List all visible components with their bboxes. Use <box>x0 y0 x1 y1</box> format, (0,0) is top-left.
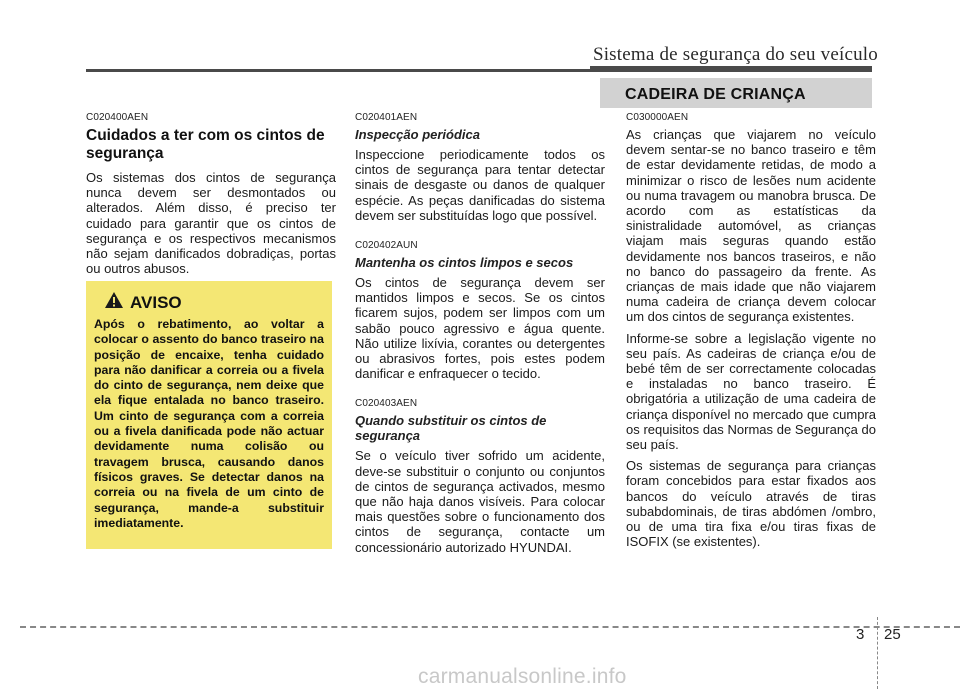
page-number: 25 <box>884 626 901 643</box>
section-heading: Mantenha os cintos limpos e secos <box>355 255 574 271</box>
watermark: carmanualsonline.info <box>418 665 627 688</box>
left-column <box>86 112 336 293</box>
section-code: C020402AUN <box>355 240 418 252</box>
middle-column <box>355 112 605 572</box>
right-column <box>626 112 876 555</box>
header-rule-accent <box>590 66 872 72</box>
page-header-title: Sistema de segurança do seu veículo <box>592 44 878 65</box>
section-code: C030000AEN <box>626 112 689 123</box>
warning-header <box>104 291 324 314</box>
section-heading: Cuidados a ter com os cintos de segurança <box>86 127 325 162</box>
section-body: Os cintos de segurança devem ser mantidos limpos e secos. Se os cintos ficarem sujos, podem ser limpos com um sabão pouco agressivo e água quente. Não utilize lixívia, corantes ou detergentes ou abrasivos fortes, pois estes podem danificar e enfraquecer o tecido. <box>355 275 605 382</box>
footer-rule <box>20 626 960 628</box>
section-code: C020400AEN <box>86 112 149 123</box>
section-title: CADEIRA DE CRIANÇA <box>625 86 806 103</box>
warning-text: Após o rebatimento, ao voltar a colocar o assento do banco traseiro na posição de encaixe, tenha cuidado para não danificar a correia ou a fivela do cinto de segurança, nem deixe que ela fique entalada no banco traseiro. Um cinto de segurança com a correia ou a fivela danificada pode não actuar devidamente numa colisão ou travagem brusca, causando danos físicos graves. Se detectar danos na correia ou na fivela de um cinto de segurança, mande-a substituir imediatamente. <box>94 317 324 530</box>
paragraph: As crianças que viajarem no veículo devem sentar-se no banco traseiro e têm de estar devidamente retidas, de modo a minimizar o risco de lesões num acidente ou numa travagem ou manobra brusca. De acordo com as estatísticas da sinistralidade automóvel, as crianças viajam mais seguras quando estão devidamente nos bancos traseiros, e não no banco do passageiro da frente. As crianças de mais idade que não viajarem numa cadeira de criança devem colocar um dos cintos de segurança existentes. <box>626 127 876 325</box>
section-body: Inspeccione periodicamente todos os cintos de segurança para tentar detectar sinais de desgaste ou danos de qualquer espécie. As peças danificadas do sistema devem ser substituídas logo que possível. <box>355 147 605 223</box>
section-code: C020401AEN <box>355 112 418 123</box>
warning-title: AVISO <box>130 292 182 312</box>
section-body: Os sistemas dos cintos de segurança nunca devem ser desmontados ou alterados. Além disso, é preciso ter cuidado para garantir que os cintos de segurança e os respectivos mecanismos não sejam danificados dobradiças, portas ou outros abusos. <box>86 170 336 277</box>
section-code: C020403AEN <box>355 398 418 410</box>
section-heading: Inspecção periódica <box>355 127 480 142</box>
section-heading: Quando substituir os cintos de segurança <box>355 413 547 444</box>
chapter-number: 3 <box>856 626 865 643</box>
footer-divider <box>877 617 878 689</box>
section-body: Se o veículo tiver sofrido um acidente, deve-se substituir o conjunto ou conjuntos de cintos de segurança activados, mesmo que não haja danos visíveis. Para colocar mais questões sobre o funcionamento dos cintos de segurança, contacte um concessionário autorizado HYUNDAI. <box>355 448 605 555</box>
warning-triangle-icon <box>104 291 124 314</box>
paragraph: Os sistemas de segurança para crianças foram concebidos para estar fixados aos bancos do veículo através de tiras subabdominais, de tiras abdómen /ombro, ou de uma tira fixa e/ou tiras fixas de ISOFIX (se existentes). <box>626 458 876 550</box>
warning-box <box>86 281 332 549</box>
paragraph: Informe-se sobre a legislação vigente no seu país. As cadeiras de criança e/ou de bebé têm de ser correctamente colocadas e instaladas no banco traseiro. É obrigatória a utilização de uma cadeira de criança disponível no mercado que cumpra os requisitos das Normas de Segurança do seu país. <box>626 330 876 453</box>
